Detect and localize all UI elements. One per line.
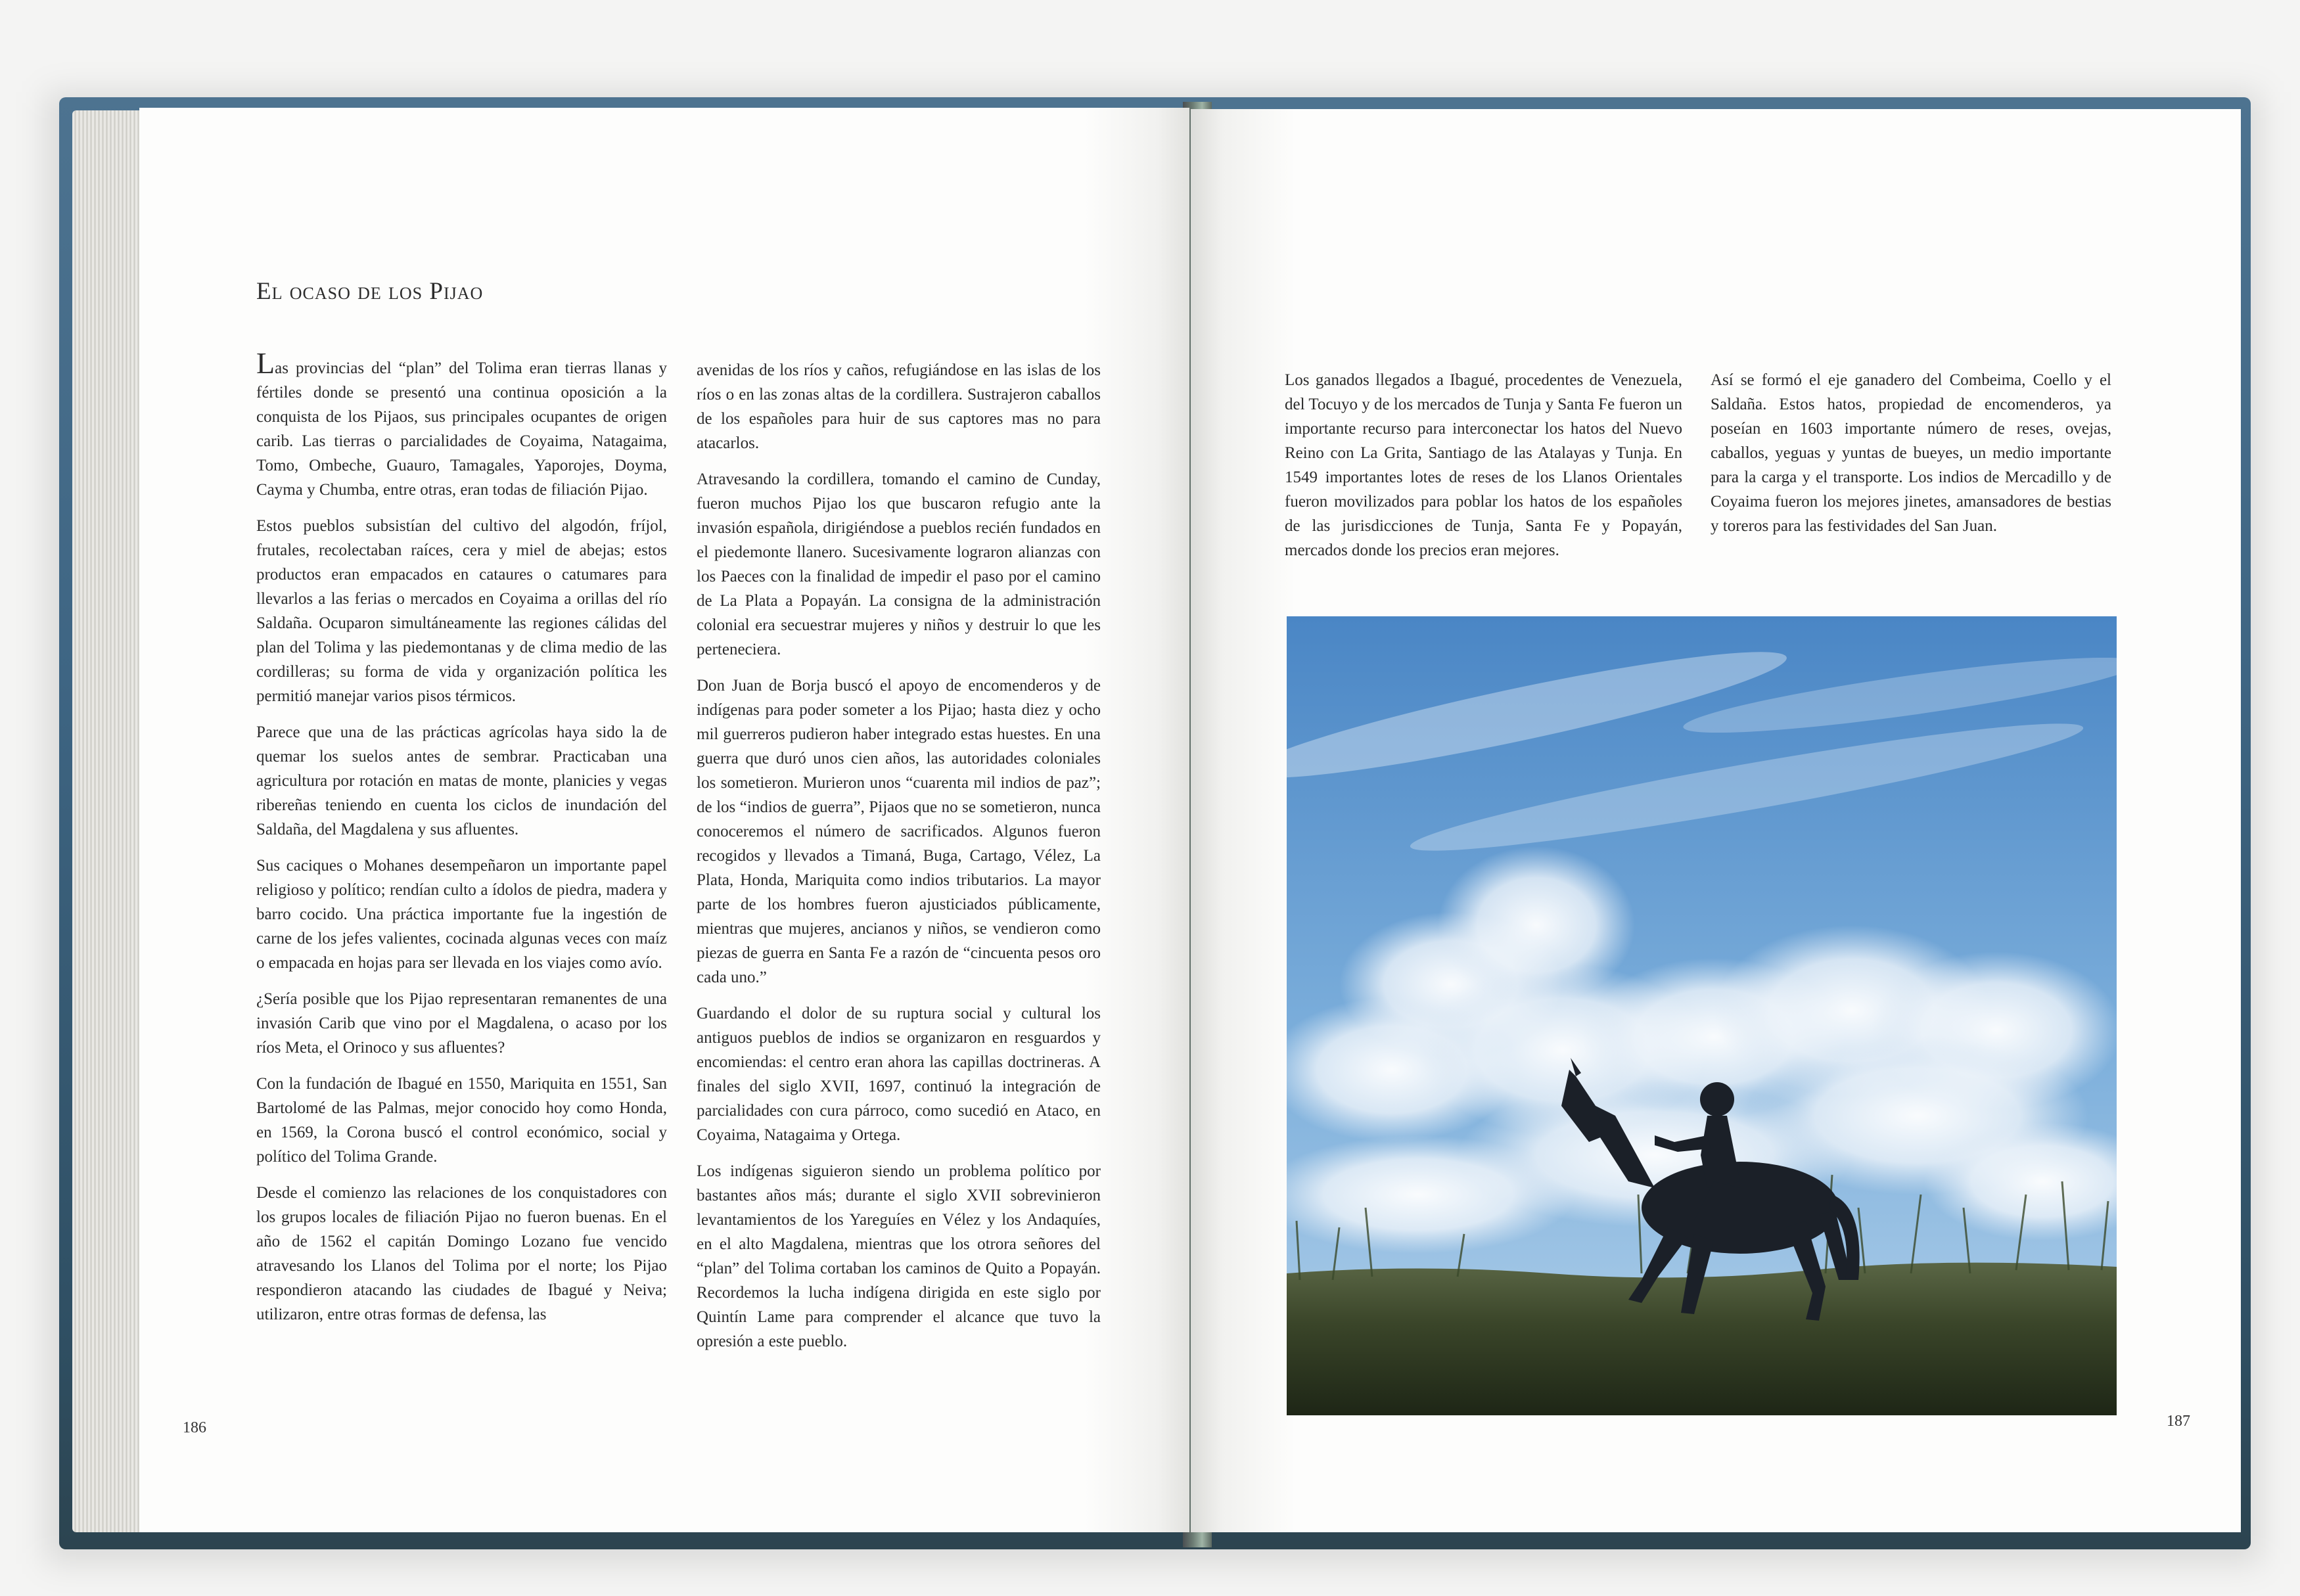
- left-column-2: [697, 358, 1101, 1365]
- paragraph: Atravesando la cordillera, tomando el camino de Cunday, fueron muchos Pijao los que buscaron refugio ante la invasión española, dirigiéndose a pueblos recién fundados en el piedemonte llanero. Sucesivamente lograron alianzas con los Paeces con la finalidad de impedir el paso por el camino de La Plata a Popayán. La consigna de la administración colonial era secuestrar mujeres y niños y destruir lo que les perteneciera.: [697, 470, 1101, 658]
- paragraph: Sus caciques o Mohanes desempeñaron un importante papel religioso y político; rendían culto a ídolos de piedra, madera y barro cocido. Una práctica importante fue la ingestión de carne de los jefes valientes, cocinada algunas veces con maíz o empacada en hojas para ser llevada en los viajes como avío.: [256, 857, 667, 972]
- paragraph: Los ganados llegados a Ibagué, procedentes de Venezuela, del Tocuyo y de los mercados de Tunja y Santa Fe fueron un importante recurso para interconectar los hatos del Nuevo Reino con La Grita, Santiago de las Atalayas y Tunja. En 1549 importantes lotes de reses de los Llanos Orientales fueron movilizados para poblar los hatos de los españoles de las jurisdicciones de Tunja, Santa Fe y Popayán, mercados donde los precios eran mejores.: [1285, 371, 1682, 559]
- paragraph: avenidas de los ríos y caños, refugiándose en las islas de los ríos o en las zonas altas de la cordillera. Sustrajeron caballos de los españoles para huir de sus captores mas no para atacarlos.: [697, 361, 1101, 452]
- left-column-1: [256, 348, 667, 1338]
- page-number-right: 187: [2167, 1413, 2190, 1430]
- right-column-1: [1285, 368, 1682, 574]
- page-edges: [72, 110, 146, 1532]
- paragraph-text: as provincias del “plan” del Tolima eran tierras llanas y fértiles donde se presentó una continua oposición a la conquista de los Pijaos, sus principales ocupantes de origen carib. Las tierras o parcialidades de Coyaima, Natagaima, Tomo, Ombeche, Guauro, Tamagales, Yaporojes, Doyma, Cayma y Chumba, entre otras, eran todas de filiación Pijao.: [256, 359, 667, 499]
- paragraph: ¿Sería posible que los Pijao representaran remanentes de una invasión Carib que vino por el Magdalena, o acaso por los ríos Meta, el Orinoco y sus afluentes?: [256, 990, 667, 1057]
- drop-cap: L: [256, 346, 275, 380]
- paragraph: Con la fundación de Ibagué en 1550, Mariquita en 1551, San Bartolomé de las Palmas, mejor conocido hoy como Honda, en 1569, la Corona buscó el control económico, social y político del Tolima Grande.: [256, 1075, 667, 1166]
- chapter-title: El ocaso de los Pijao: [256, 278, 484, 305]
- horse-rider-photo: [1287, 616, 2117, 1415]
- paragraph: Guardando el dolor de su ruptura social y cultural los antiguos pueblos de indios se organizaron en resguardos y encomiendas: el centro eran ahora las capillas doctrineras. A finales del siglo XVII, 1697, continuó la integración de parcialidades con cura párroco, como sucedió en Ataco, en Coyaima, Natagaima y Ortega.: [697, 1005, 1101, 1144]
- paragraph: Parece que una de las prácticas agrícolas haya sido la de quemar los suelos antes de sembrar. Practicaban una agricultura por rotación en matas de monte, planicies y vegas ribereñas teniendo en cuenta los ciclos de inundación del Saldaña, del Magdalena y sus afluentes.: [256, 723, 667, 838]
- paragraph: Los indígenas siguieron siendo un problema político por bastantes años más; durante el siglo XVII sobrevinieron levantamientos de los Yareguíes en Vélez y los Andaquíes, en el alto Magdalena, mientras que los otrora señores del “plan” del Tolima cortaban los caminos de Quito a Popayán. Recordemos la lucha indígena dirigida en este siglo por Quintín Lame para comprender el alcance que tuvo la opresión a este pueblo.: [697, 1162, 1101, 1350]
- right-column-2: [1711, 368, 2111, 550]
- paragraph: Desde el comienzo las relaciones de los conquistadores con los grupos locales de filiación Pijao no fueron buenas. En el año de 1562 el capitán Domingo Lozano fue vencido atravesando los Llanos del Tolima por el norte; los Pijao respondieron atacando las ciudades de Ibagué y Neiva; utilizaron, entre otras formas de defensa, las: [256, 1184, 667, 1323]
- paragraph: Así se formó el eje ganadero del Combeima, Coello y el Saldaña. Estos hatos, propiedad de encomenderos, ya poseían en 1603 importante número de reses, ovejas, caballos, yeguas y yuntas de bueyes, un medio importante para la carga y el transporte. Los indios de Mercadillo y de Coyaima fueron los mejores jinetes, amansadores de bestias y toreros para las festividades del San Juan.: [1711, 371, 2111, 535]
- paragraph: [256, 348, 667, 502]
- horse-rider-silhouette-icon: [1287, 616, 2117, 1415]
- paragraph: Don Juan de Borja buscó el apoyo de encomenderos y de indígenas para poder someter a los Pijao; hasta diez y ocho mil guerreros pudieron haber integrado estas huestes. En una guerra que duró unos cien años, las autoridades coloniales los sometieron. Murieron unos “cuarenta mil indios de paz”; de los “indios de guerra”, Pijaos que no se sometieron, nunca conoceremos el número de sacrificados. Algunos fueron recogidos y llevados a Timaná, Buga, Cartago, Vélez, La Plata, Honda, Mariquita como indios tributarios. La mayor parte de los hombres fueron ajusticiados públicamente, mientras que mujeres, ancianos y niños, se vendieron como piezas de guerra en Santa Fe a razón de “cincuenta pesos oro cada uno.”: [697, 677, 1101, 986]
- paragraph: Estos pueblos subsistían del cultivo del algodón, fríjol, frutales, recolectaban raíces, cera y miel de abejas; estos productos eran empacados en cataures o catumares para llevarlos a las ferias o mercados en Coyaima a orillas del río Saldaña. Ocuparon simultáneamente las regiones cálidas del plan del Tolima y las piedemontanas y de clima medio de las cordilleras; su forma de vida y organización política les permitió manejar varios pisos térmicos.: [256, 517, 667, 705]
- page-number-left: 186: [183, 1419, 206, 1436]
